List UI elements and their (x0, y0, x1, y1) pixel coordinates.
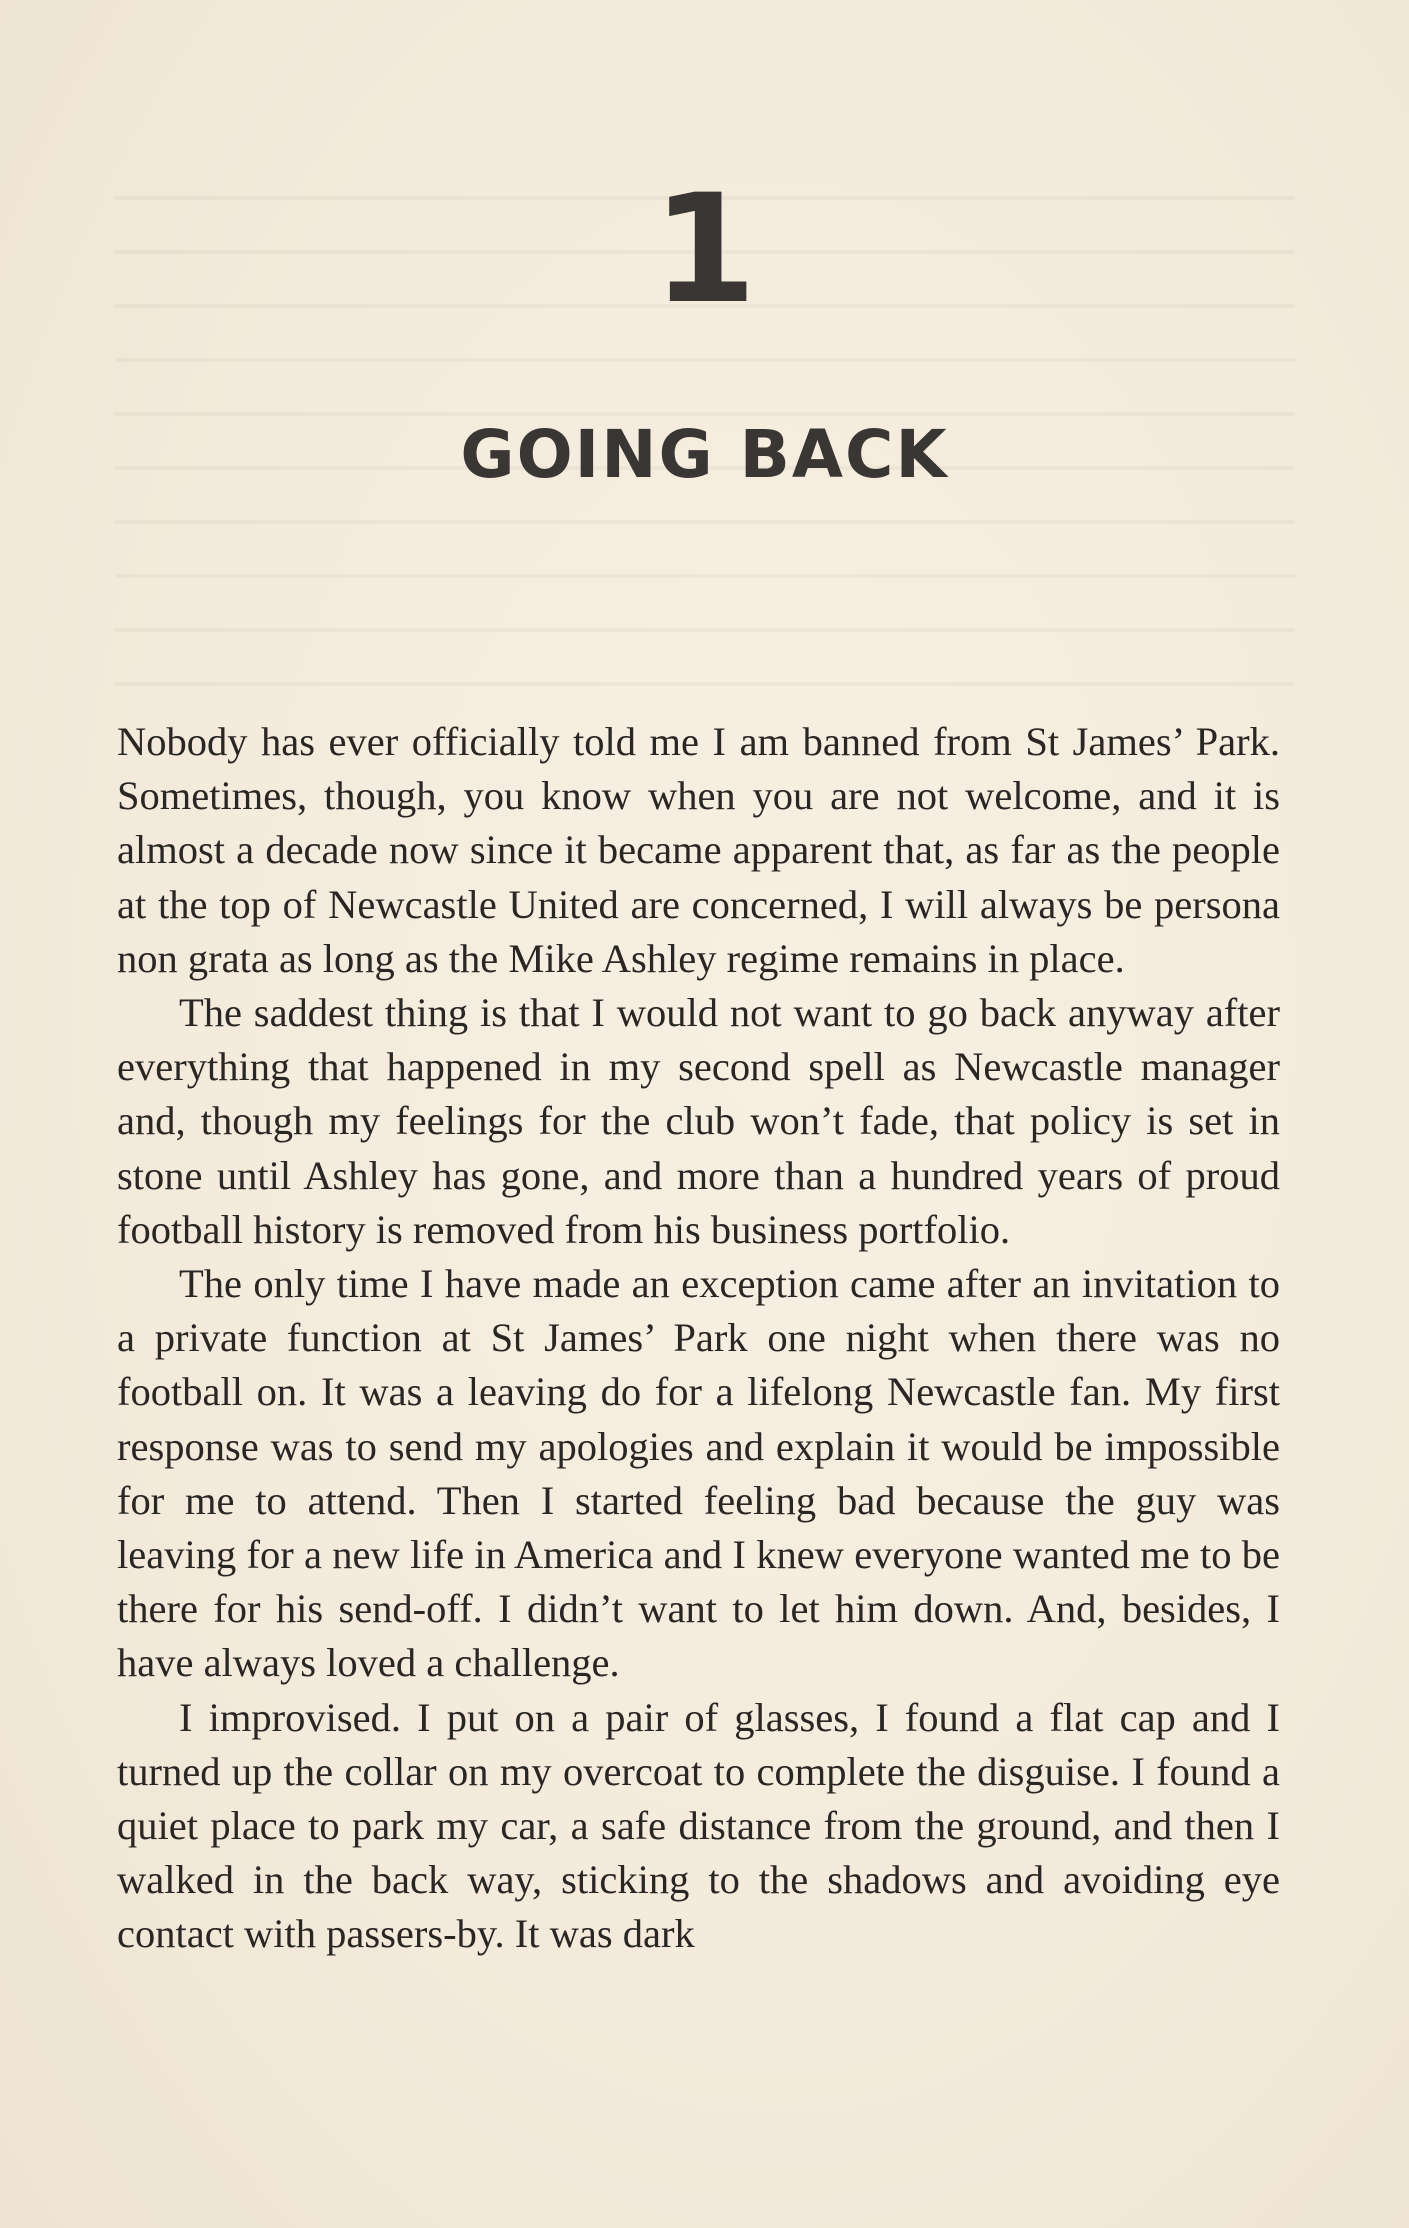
paragraph: I improvised. I put on a pair of glasses, I found a flat cap and I turned up the collar on my overcoat to complete the disguise. I found a quiet place to park my car, a safe distance from the ground, and then I walked in the back way, sticking to the shadows and avoiding eye contact with passers-by. It was dark (117, 1694, 1280, 1957)
chapter-number: 1 (652, 163, 757, 337)
show-through-line (115, 520, 1295, 524)
show-through-line (115, 682, 1295, 686)
paragraph: The only time I have made an exception came after an invitation to a private function at St James’ Park one night when there was no football on. It was a leaving do for a lifelong Newcastle fan. My first response was to send my apologies and explain it would be impossible for me to attend. Then I started feeling bad because the guy was leaving for a new life in America and I knew everyone wanted me to be there for his send-off. I didn’t want to let him down. And, besides, I have always loved a challenge. (117, 1261, 1280, 1686)
chapter-title: GOING BACK (460, 416, 949, 493)
chapter-body (117, 715, 1280, 1962)
paragraph: Nobody has ever officially told me I am banned from St James’ Park. Sometimes, though, you know when you are not welcome, and it is almost a decade now since it became apparent that, as far as the people at the top of Newcastle United are concerned, I will always be persona non grata as long as the Mike Ashley regime remains in place. (117, 719, 1280, 981)
show-through-line (115, 628, 1295, 632)
show-through-line (115, 358, 1295, 362)
show-through-line (115, 574, 1295, 578)
paragraph: The saddest thing is that I would not want to go back anyway after everything that happened in my second spell as Newcastle manager and, though my feelings for the club won’t fade, that policy is set in stone until Ashley has gone, and more than a hundred years of proud football history is removed from his business portfolio. (117, 990, 1280, 1252)
